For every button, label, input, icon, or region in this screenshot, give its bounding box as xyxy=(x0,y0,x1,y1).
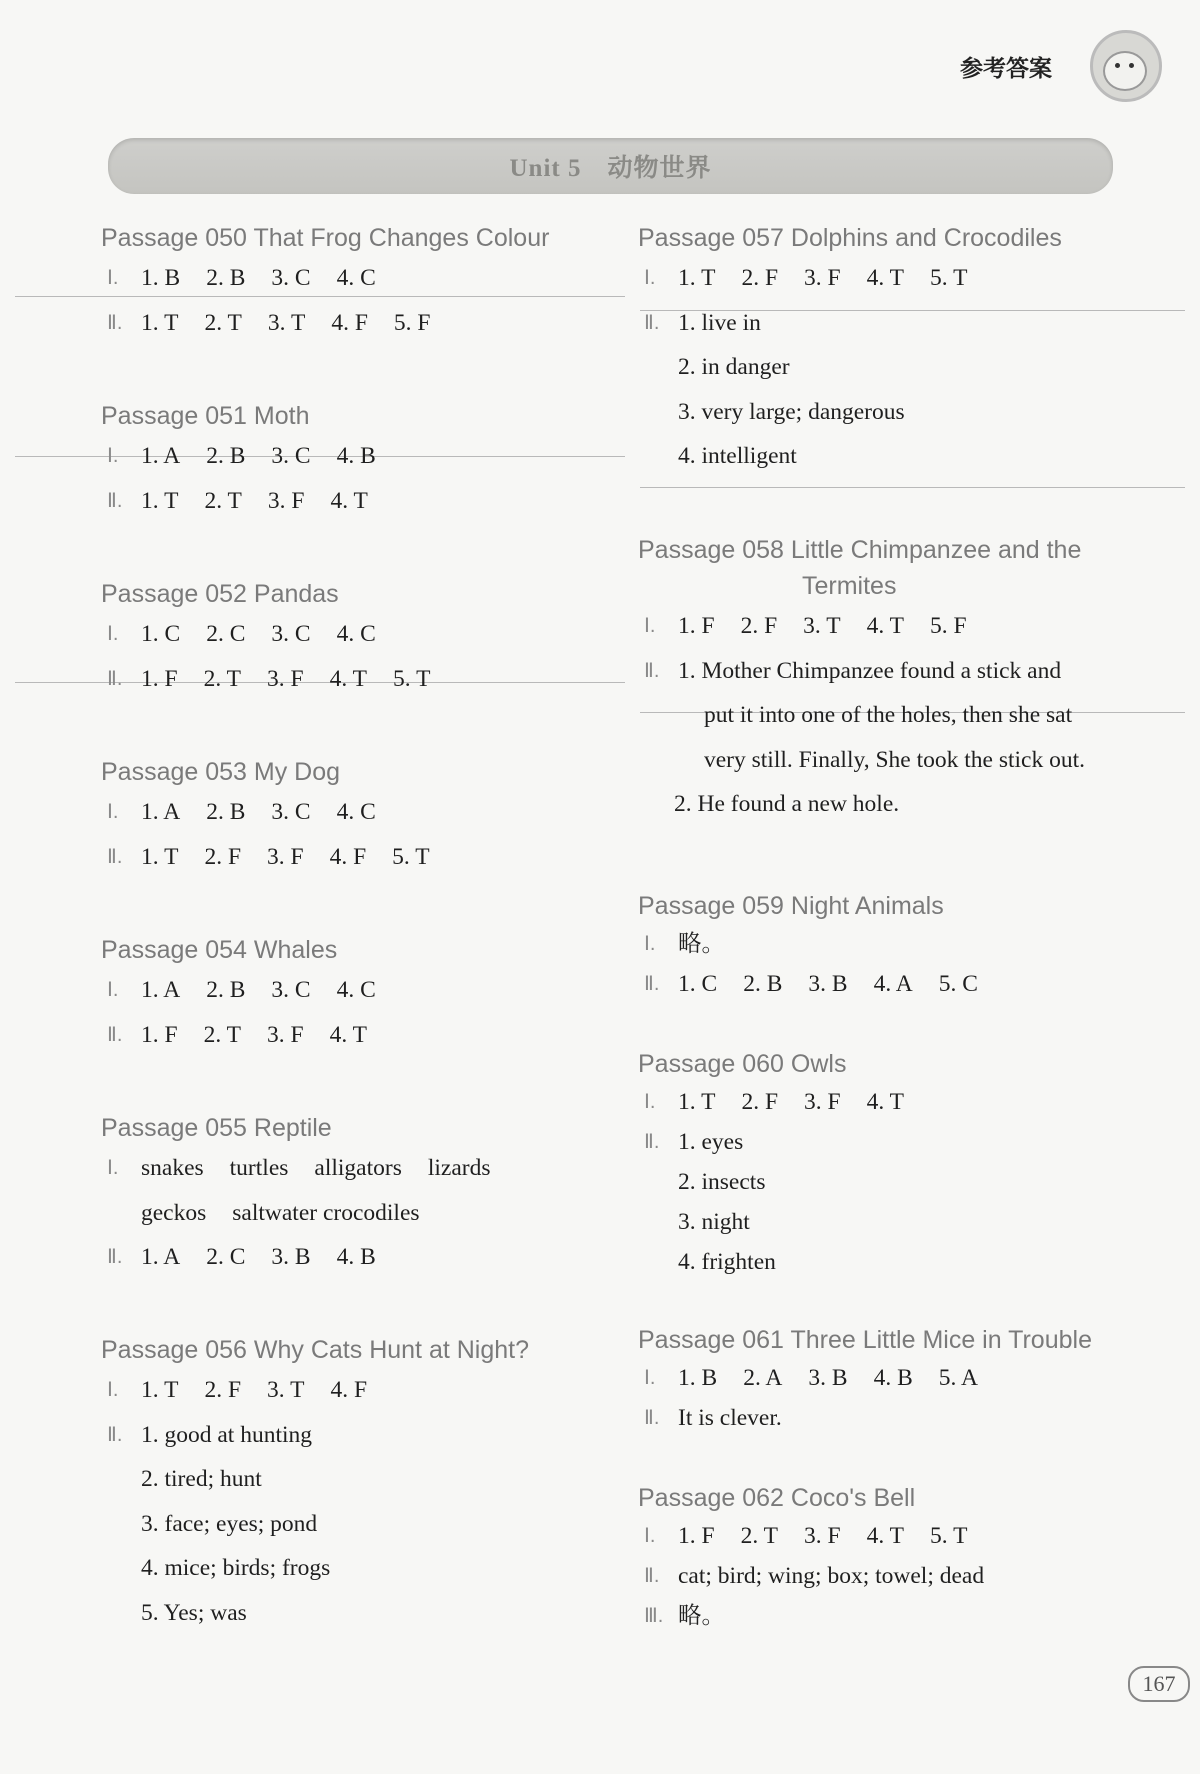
answer-line xyxy=(101,1502,621,1547)
passage-title: Passage 059 Night Animals xyxy=(638,892,944,920)
passage-055 xyxy=(101,1110,621,1280)
answer: 4. F xyxy=(329,843,367,870)
answer: 1. C xyxy=(678,971,718,997)
passage-061 xyxy=(638,1322,1128,1438)
answer: 3. B xyxy=(808,1365,848,1391)
answer: 4. frighten xyxy=(678,1249,776,1275)
answer: 2. in danger xyxy=(678,354,790,380)
answer: 3. T xyxy=(803,613,841,639)
passage-title: Passage 057 Dolphins and Crocodiles xyxy=(638,224,1062,252)
answer: 2. F xyxy=(204,843,242,870)
section-number xyxy=(107,1591,141,1636)
answer-line xyxy=(638,434,1128,479)
answer: 3. face; eyes; pond xyxy=(141,1510,318,1537)
answer: 1. good at hunting xyxy=(141,1421,313,1448)
passage-053 xyxy=(101,754,621,879)
answer: 2. B xyxy=(743,971,783,997)
answer: lizards xyxy=(427,1155,491,1181)
answer: 4. T xyxy=(329,1021,368,1048)
section-number: Ⅲ. xyxy=(644,1605,664,1627)
answer: 1. A xyxy=(141,799,181,825)
answer-line xyxy=(101,434,621,479)
section-number: Ⅰ. xyxy=(644,615,656,637)
mascot-icon xyxy=(1090,30,1162,102)
passage-title: Passage 061 Three Little Mice in Trouble xyxy=(638,1326,1092,1354)
answer-line xyxy=(101,1013,621,1058)
answer: 1. T xyxy=(678,265,716,291)
answer: 2. F xyxy=(741,265,779,291)
answer: 5. A xyxy=(938,1365,978,1391)
answer-line xyxy=(638,1516,1128,1556)
section-number xyxy=(107,1457,141,1502)
answer: 4. B xyxy=(873,1365,913,1391)
answer-line xyxy=(101,1368,621,1413)
section-number xyxy=(670,693,704,738)
answer-line xyxy=(638,964,1128,1004)
answer: 1. T xyxy=(141,309,179,336)
answer: 3. T xyxy=(267,1377,305,1403)
passage-058 xyxy=(638,532,1128,827)
answer: 1. A xyxy=(141,1244,181,1270)
answer: 3. F xyxy=(804,1523,841,1549)
answer: 4. T xyxy=(866,265,905,291)
section-number xyxy=(644,1162,678,1202)
passage-title: Passage 062 Coco's Bell xyxy=(638,1484,916,1512)
answer: 略。 xyxy=(678,1603,725,1629)
section-number: Ⅱ. xyxy=(107,489,123,512)
passage-title: Passage 060 Owls xyxy=(638,1050,847,1078)
answer: 4. C xyxy=(336,265,376,291)
answer-line xyxy=(101,612,621,657)
answer-line xyxy=(101,1191,621,1236)
section-number: Ⅱ. xyxy=(107,1246,123,1268)
answer-line xyxy=(101,1546,621,1591)
answer-line xyxy=(638,1162,1128,1202)
section-number xyxy=(644,390,678,435)
answer-line xyxy=(638,604,1128,649)
answer: 1. F xyxy=(141,665,178,692)
answer: 2. C xyxy=(206,1244,246,1270)
answer: 4. F xyxy=(331,309,368,336)
answer: 2. F xyxy=(741,1089,779,1115)
answer: 4. F xyxy=(330,1377,368,1403)
passage-title: Passage 058 Little Chimpanzee and the xyxy=(638,536,1082,564)
answer: cat; bird; wing; box; towel; dead xyxy=(678,1563,985,1589)
answer: 3. C xyxy=(271,265,311,291)
section-number xyxy=(640,782,674,827)
answer: 4. A xyxy=(873,971,913,997)
answer-line xyxy=(638,1556,1128,1596)
answer: 2. F xyxy=(740,613,778,639)
answer: 3. very large; dangerous xyxy=(678,398,905,425)
section-number xyxy=(107,1502,141,1547)
answer: 3. F xyxy=(267,665,304,692)
section-number xyxy=(644,1202,678,1242)
section-number xyxy=(644,1242,678,1282)
section-number: Ⅰ. xyxy=(644,1367,656,1389)
answer: 1. Mother Chimpanzee found a stick and xyxy=(678,657,1062,684)
answer: 1. A xyxy=(141,443,181,469)
section-number xyxy=(644,345,678,390)
section-number: Ⅱ. xyxy=(644,1407,660,1429)
section-number xyxy=(670,738,704,783)
answer-line xyxy=(638,924,1128,964)
section-number: Ⅰ. xyxy=(107,801,119,823)
answer: alligators xyxy=(314,1155,402,1181)
answer-line xyxy=(638,345,1128,390)
answer: 4. T xyxy=(866,1523,905,1549)
passage-060 xyxy=(638,1046,1128,1282)
answer: 2. B xyxy=(206,265,246,291)
answer-line xyxy=(638,301,1128,346)
passage-title: Passage 052 Pandas xyxy=(101,580,339,608)
page-number: 167 xyxy=(1128,1666,1190,1702)
answer: 1. C xyxy=(141,621,181,647)
answer: 4. T xyxy=(330,487,368,514)
answer: 2. B xyxy=(206,443,246,469)
section-number: Ⅱ. xyxy=(107,667,123,690)
answer-line xyxy=(101,1457,621,1502)
answer: 4. B xyxy=(336,443,376,469)
answer: 4. intelligent xyxy=(678,443,797,469)
answer-line xyxy=(101,301,621,346)
answer: snakes xyxy=(141,1155,204,1181)
answer: saltwater crocodiles xyxy=(232,1199,420,1226)
header-label: 参考答案 xyxy=(960,56,1052,82)
section-number: Ⅱ. xyxy=(644,1565,660,1587)
answer: 5. C xyxy=(938,971,978,997)
answer: geckos xyxy=(141,1199,207,1226)
answer: 2. B xyxy=(206,977,246,1003)
section-number: Ⅱ. xyxy=(107,311,123,334)
answer: 5. F xyxy=(393,309,431,336)
answer: 2. tired; hunt xyxy=(141,1466,262,1492)
answer: 2. T xyxy=(203,665,242,692)
answer-line xyxy=(101,790,621,835)
answer: 1. T xyxy=(141,843,179,870)
answer-line xyxy=(101,1235,621,1280)
answer: 2. F xyxy=(204,1377,242,1403)
section-number: Ⅰ. xyxy=(107,1157,119,1179)
section-number: Ⅰ. xyxy=(107,1379,119,1401)
answer: 略。 xyxy=(678,931,725,957)
section-number: Ⅱ. xyxy=(644,311,660,334)
answer: 3. C xyxy=(271,621,311,647)
answer-line xyxy=(101,1413,621,1458)
answer: 3. night xyxy=(678,1209,750,1235)
answer: put it into one of the holes, then she sat xyxy=(704,702,1073,728)
answer-line xyxy=(101,256,621,301)
answer-line xyxy=(638,649,1128,694)
answer: 4. mice; birds; frogs xyxy=(141,1555,331,1581)
answer: 4. C xyxy=(336,621,376,647)
answer-line xyxy=(634,782,1128,827)
unit-title: Unit 5 动物世界 xyxy=(509,155,712,182)
answer: 2. T xyxy=(204,309,242,336)
answer: 5. T xyxy=(392,843,430,870)
passage-056 xyxy=(101,1332,621,1635)
section-number: Ⅰ. xyxy=(107,623,119,645)
passage-062 xyxy=(638,1480,1128,1636)
answer-line xyxy=(638,738,1128,783)
answer: 4. T xyxy=(329,665,368,692)
answer: 3. C xyxy=(271,799,311,825)
answer: 5. F xyxy=(930,613,967,639)
answer-line xyxy=(101,479,621,524)
answer: 1. T xyxy=(141,1377,179,1403)
section-number: Ⅱ. xyxy=(107,1423,123,1446)
answer: 1. B xyxy=(678,1365,718,1391)
answer-line xyxy=(638,390,1128,435)
answer: It is clever. xyxy=(678,1405,782,1431)
answer: 4. B xyxy=(336,1244,376,1270)
answer: 2. C xyxy=(206,621,246,647)
unit-banner xyxy=(108,138,1113,194)
answer: 2. He found a new hole. xyxy=(674,791,900,817)
section-number: Ⅰ. xyxy=(107,267,119,289)
answer: 1. eyes xyxy=(678,1129,744,1155)
answer: 3. F xyxy=(804,265,841,291)
answer-line xyxy=(638,1398,1128,1438)
answer-line xyxy=(638,1358,1128,1398)
section-number: Ⅰ. xyxy=(107,445,119,467)
answer: 3. F xyxy=(804,1089,841,1115)
answer: 3. C xyxy=(271,977,311,1003)
answer: 2. insects xyxy=(678,1169,766,1195)
answer: 5. T xyxy=(393,665,431,692)
answer-line xyxy=(638,1122,1128,1162)
answer: 3. F xyxy=(267,487,305,514)
answer: 1. F xyxy=(678,1523,715,1549)
section-number: Ⅱ. xyxy=(644,973,660,995)
answer-line xyxy=(638,1242,1128,1282)
answer-line xyxy=(101,1591,621,1636)
answer: 4. T xyxy=(866,1089,905,1115)
passage-059 xyxy=(638,888,1128,1004)
answer: 3. B xyxy=(808,971,848,997)
answer-line xyxy=(638,1596,1128,1636)
section-number: Ⅰ. xyxy=(644,267,656,289)
passage-title: Passage 055 Reptile xyxy=(101,1114,332,1142)
section-number xyxy=(644,434,678,479)
answer: 2. T xyxy=(740,1523,779,1549)
section-number xyxy=(107,1546,141,1591)
answer-line xyxy=(101,657,621,702)
passage-052 xyxy=(101,576,621,701)
passage-title: Passage 053 My Dog xyxy=(101,758,341,786)
section-number: Ⅰ. xyxy=(644,1091,656,1113)
answer: 1. live in xyxy=(678,309,761,336)
answer: 4. C xyxy=(336,977,376,1003)
passage-title: Passage 054 Whales xyxy=(101,936,338,964)
answer: 5. T xyxy=(930,1523,968,1549)
answer: 1. A xyxy=(141,977,181,1003)
answer: 1. B xyxy=(141,265,181,291)
answer: 2. A xyxy=(743,1365,783,1391)
scan-line xyxy=(640,487,1185,488)
answer: 1. T xyxy=(141,487,179,514)
section-number: Ⅱ. xyxy=(644,659,660,682)
section-number xyxy=(107,1191,141,1236)
answer: 3. T xyxy=(267,309,306,336)
answer: turtles xyxy=(229,1155,289,1181)
answer: 2. T xyxy=(204,487,242,514)
section-number: Ⅱ. xyxy=(644,1131,660,1153)
answer: 3. F xyxy=(267,843,304,870)
section-number: Ⅱ. xyxy=(107,1023,123,1046)
answer-line xyxy=(101,1146,621,1191)
passage-title: Passage 050 That Frog Changes Colour xyxy=(101,224,550,252)
answer: 3. C xyxy=(271,443,311,469)
answer: 5. Yes; was xyxy=(141,1599,247,1626)
answer: 4. C xyxy=(336,799,376,825)
passage-title-cont: Termites xyxy=(802,572,897,600)
passage-title: Passage 056 Why Cats Hunt at Night? xyxy=(101,1336,530,1364)
passage-054 xyxy=(101,932,621,1057)
answer: very still. Finally, She took the stick out. xyxy=(704,746,1085,773)
answer-line xyxy=(638,1082,1128,1122)
answer-line xyxy=(638,693,1128,738)
answer: 1. F xyxy=(141,1021,178,1048)
section-number: Ⅰ. xyxy=(644,1525,656,1547)
answer: 5. T xyxy=(930,265,968,291)
section-number: Ⅱ. xyxy=(107,845,123,868)
answer: 3. F xyxy=(267,1021,304,1048)
answer: 1. F xyxy=(678,613,715,639)
answer: 4. T xyxy=(866,613,905,639)
answer-line xyxy=(101,968,621,1013)
answer: 2. B xyxy=(206,799,246,825)
answer-line xyxy=(101,835,621,880)
answer: 2. T xyxy=(203,1021,242,1048)
passage-title: Passage 051 Moth xyxy=(101,402,310,430)
answer-line xyxy=(638,256,1128,301)
answer-line xyxy=(638,1202,1128,1242)
section-number: Ⅰ. xyxy=(644,933,656,955)
answer: 1. T xyxy=(678,1089,716,1115)
passage-057 xyxy=(638,220,1128,479)
answer: 3. B xyxy=(271,1244,311,1270)
passage-051 xyxy=(101,398,621,523)
passage-050 xyxy=(101,220,621,345)
section-number: Ⅰ. xyxy=(107,979,119,1001)
